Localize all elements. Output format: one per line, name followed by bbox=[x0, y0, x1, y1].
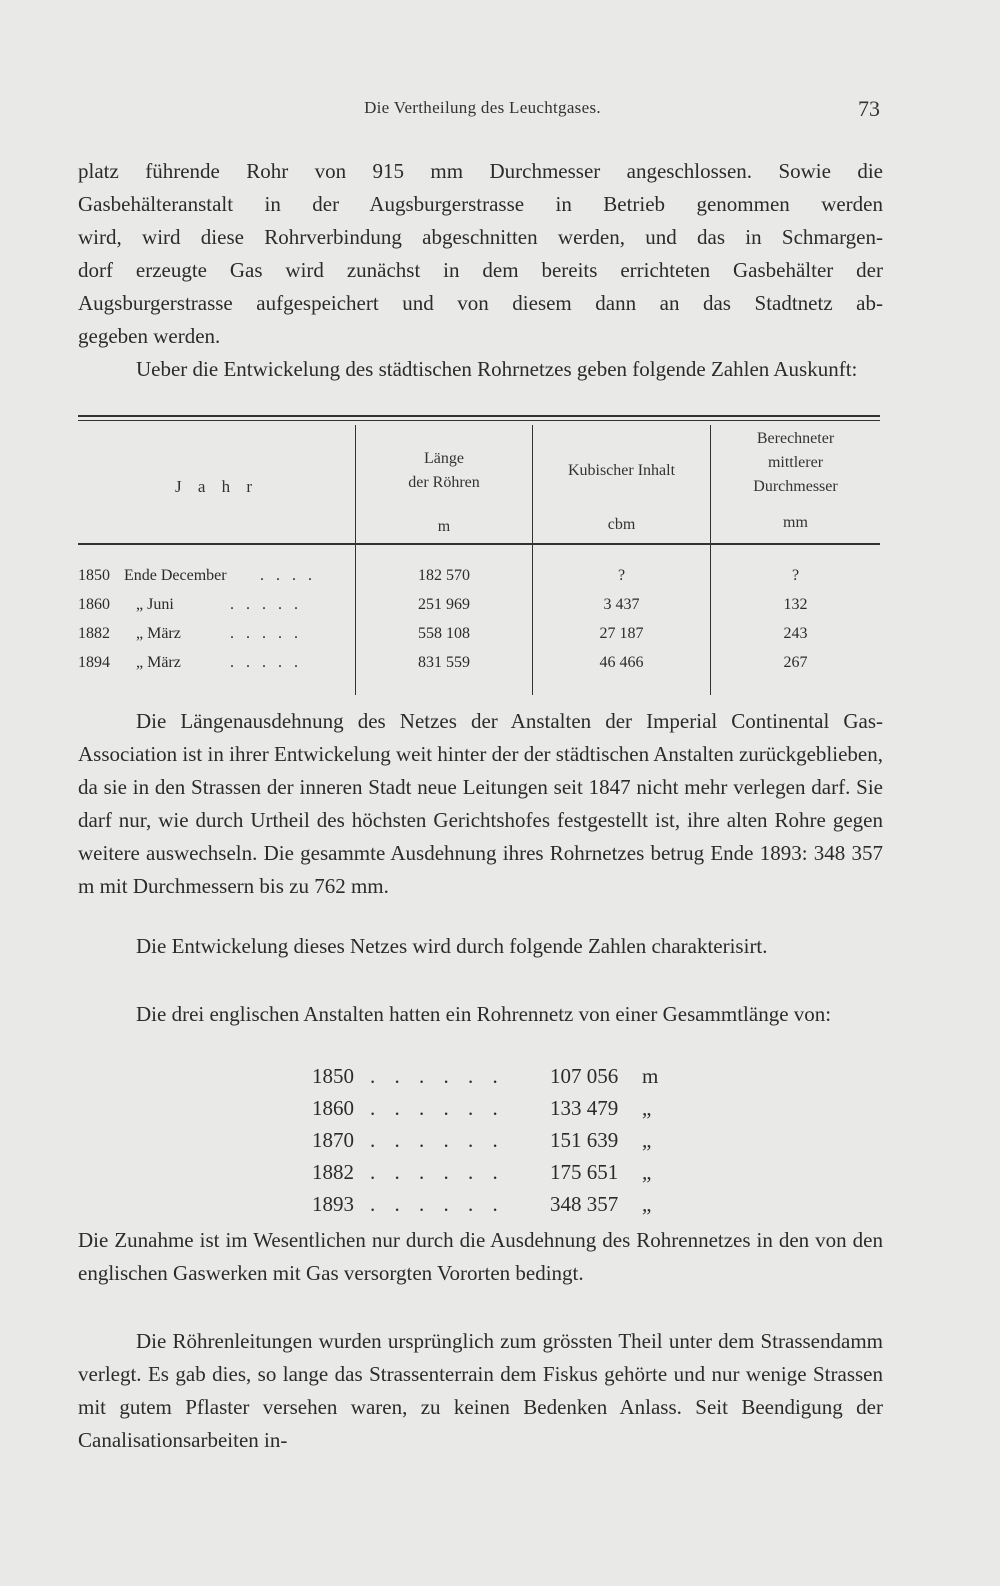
paragraph-intro: Ueber die Entwickelung des städtischen Rohrnetzes geben folgende Zahlen Auskunft: bbox=[136, 357, 858, 381]
paragraph-pipe-laying: Die Röhrenleitungen wurden ursprünglich zum grössten Theil unter dem Strassendamm verlegt. Es gab dies, so lange das Strassenterrain dem Fiskus gehörte und nur wenige Strassen mit gutem Pflaster versehen waren, zu keinen Bedenken Anlass. Seit Beendigung der Canalisationsarbeiten in- bbox=[78, 1329, 883, 1452]
text-line: gegeben werden. bbox=[78, 324, 221, 348]
list-dots: . . . . . . bbox=[370, 1160, 505, 1184]
row-diameter: 132 bbox=[783, 596, 808, 613]
list-year: 1860 bbox=[312, 1096, 354, 1120]
list-item bbox=[312, 1160, 672, 1192]
row-volume: 46 466 bbox=[599, 654, 644, 671]
row-dots: . . . . bbox=[260, 567, 316, 584]
row-year: 1882 bbox=[78, 625, 110, 642]
table-row bbox=[78, 596, 880, 624]
table-row bbox=[78, 625, 880, 653]
header-diameter bbox=[711, 427, 880, 499]
page-number: 73 bbox=[858, 96, 880, 121]
list-year: 1850 bbox=[312, 1064, 354, 1088]
header-length-line2: der Röhren bbox=[408, 474, 480, 491]
paragraph-imperial-continental: Die Längenausdehnung des Netzes der Anstalten der Imperial Continental Gas-Association ist in ihrer Entwickelung weit hinter der der städtischen Anstalten zurückgeblieben, da sie in den Strassen der inneren Stadt neue Leitungen seit 1847 nicht mehr verlegen darf. Sie darf nur, wie durch Urtheil des höchsten Gerichtshofes festgestellt ist, ihre alten Rohre gegen weitere auswechseln. Die gesammte Ausdehnung ihres Rohrnetzes betrug Ende 1893: 348 357 m mit Durchmessern bis zu 762 mm. bbox=[78, 709, 883, 898]
list-dots: . . . . . . bbox=[370, 1064, 505, 1088]
row-desc: „ Juni bbox=[136, 596, 174, 613]
unit-volume: cbm bbox=[607, 516, 636, 533]
header-length bbox=[356, 447, 532, 495]
row-volume: 3 437 bbox=[603, 596, 640, 613]
pipe-network-table bbox=[78, 415, 880, 695]
table-top-rule-thin bbox=[78, 420, 880, 421]
row-diameter: 243 bbox=[783, 625, 808, 642]
row-length: 182 570 bbox=[418, 567, 470, 584]
list-year: 1870 bbox=[312, 1128, 354, 1152]
list-item bbox=[312, 1096, 672, 1128]
list-unit: „ bbox=[642, 1128, 652, 1152]
list-unit: „ bbox=[642, 1192, 652, 1216]
list-year: 1882 bbox=[312, 1160, 354, 1184]
list-year: 1893 bbox=[312, 1192, 354, 1216]
header-length-line1: Länge bbox=[424, 450, 464, 467]
running-header: Die Vertheilung des Leuchtgases. bbox=[364, 98, 601, 117]
paragraph-continuation bbox=[78, 155, 883, 386]
row-year: 1860 bbox=[78, 596, 110, 613]
text-line: wird, wird diese Rohrverbindung abgeschnitten werden, und das in Schmargen- bbox=[78, 225, 883, 249]
header-diameter-line2: mittlerer bbox=[767, 454, 824, 471]
row-year: 1894 bbox=[78, 654, 110, 671]
row-dots: . . . . . bbox=[230, 625, 302, 642]
row-desc: „ März bbox=[136, 625, 181, 642]
paragraph-development: Die Entwickelung dieses Netzes wird durch folgende Zahlen charakterisirt. bbox=[136, 934, 768, 958]
row-desc: Ende December bbox=[124, 567, 227, 584]
header-volume: Kubischer Inhalt bbox=[567, 462, 676, 479]
table-top-rule bbox=[78, 415, 880, 417]
text-line: platz führende Rohr von 915 mm Durchmesser angeschlossen. Sowie die bbox=[78, 159, 883, 183]
list-unit: „ bbox=[642, 1096, 652, 1120]
row-dots: . . . . . bbox=[230, 596, 302, 613]
row-dots: . . . . . bbox=[230, 654, 302, 671]
list-value: 133 479 bbox=[550, 1096, 619, 1120]
row-diameter: 267 bbox=[783, 654, 808, 671]
list-item bbox=[312, 1192, 672, 1224]
length-list bbox=[312, 1064, 672, 1224]
list-unit: „ bbox=[642, 1160, 652, 1184]
row-volume: 27 187 bbox=[599, 625, 644, 642]
row-desc: „ März bbox=[136, 654, 181, 671]
table-header-rule bbox=[78, 543, 880, 545]
list-dots: . . . . . . bbox=[370, 1192, 505, 1216]
list-value: 175 651 bbox=[550, 1160, 619, 1184]
list-dots: . . . . . . bbox=[370, 1096, 505, 1120]
row-length: 251 969 bbox=[418, 596, 470, 613]
list-value: 107 056 bbox=[550, 1064, 619, 1088]
list-item bbox=[312, 1064, 672, 1096]
unit-length: m bbox=[437, 518, 451, 535]
text-line: Gasbehälteranstalt in der Augsburgerstrasse in Betrieb genommen werden bbox=[78, 192, 883, 216]
table-row bbox=[78, 567, 880, 595]
header-year: J a h r bbox=[174, 477, 259, 496]
text-line: Augsburgerstrasse aufgespeichert und von diesem dann an das Stadtnetz ab- bbox=[78, 291, 883, 315]
unit-diameter: mm bbox=[783, 514, 808, 531]
row-length: 558 108 bbox=[418, 625, 470, 642]
header-diameter-line1: Berechneter bbox=[756, 430, 835, 447]
table-row bbox=[78, 654, 880, 682]
list-value: 151 639 bbox=[550, 1128, 619, 1152]
list-dots: . . . . . . bbox=[370, 1128, 505, 1152]
header-diameter-line3: Durchmesser bbox=[753, 478, 838, 495]
row-year: 1850 bbox=[78, 567, 110, 584]
list-value: 348 357 bbox=[550, 1192, 619, 1216]
row-volume: ? bbox=[617, 567, 626, 584]
row-diameter: ? bbox=[791, 567, 800, 584]
list-unit: m bbox=[642, 1064, 659, 1088]
paragraph-english-works: Die drei englischen Anstalten hatten ein Rohrennetz von einer Gesammtlänge von: bbox=[136, 1002, 832, 1026]
row-length: 831 559 bbox=[418, 654, 470, 671]
paragraph-increase: Die Zunahme ist im Wesentlichen nur durch die Ausdehnung des Rohrennetzes in den von den englischen Gaswerken mit Gas versorgten Vororten bedingt. bbox=[78, 1228, 883, 1285]
text-line: dorf erzeugte Gas wird zunächst in dem bereits errichteten Gasbehälter der bbox=[78, 258, 883, 282]
list-item bbox=[312, 1128, 672, 1160]
